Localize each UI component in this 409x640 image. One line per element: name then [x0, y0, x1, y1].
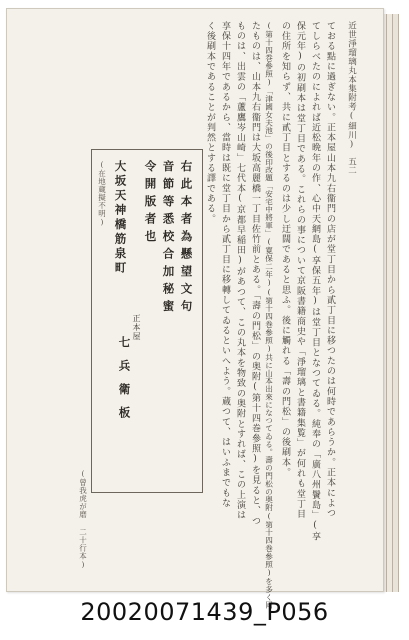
- colophon-box: [91, 149, 203, 493]
- location-note: (在地蔵擬不明): [97, 160, 107, 227]
- publisher-role: 正本屋: [132, 314, 141, 341]
- body-text-line: 享保十四年であるから、當時は既に堂丁目から貳丁目に移轉してゐるといへよう。蔵つて、はいふまでもな: [220, 21, 230, 509]
- page-stack-edge: [392, 14, 399, 592]
- publisher-name: 七兵衛板: [117, 336, 132, 430]
- page-number: 五二: [346, 157, 357, 174]
- document-page: [6, 8, 384, 609]
- body-text-line: く後刷本であることが判然とする譯である。: [205, 21, 215, 224]
- colophon-line: 令開版者也: [143, 160, 158, 248]
- colophon-line: 右此本者為懸望文句: [179, 160, 194, 318]
- publisher-location: 大坂天神橋筋泉町: [113, 160, 128, 276]
- body-text-line: てしらべたのによれば近松晩年の作、心中天網島(享保五年)は堂丁目となつてゐる。純奉の「廣八州鬢島」(享: [310, 21, 320, 542]
- body-text-line: たものは、山本九右衞門は大坂高麗橋一丁目佐竹前とある。「壽の門松」の奥附(第十四巻參照)を見ると、つ: [250, 21, 260, 526]
- colophon-line: 音節等悉校合加秘蜜: [161, 160, 176, 318]
- body-text-line: ておる點に過ぎない。正本屋山本九右衞門の店が堂丁目から貳丁目に移つたのは何時であらうか。正本によつ: [325, 21, 335, 519]
- body-text-line: の住所を知らず、共に貳丁目とするのは少し迂闊であると思ふ。後に觸れる「壽の門松」の後刷本。: [280, 21, 290, 478]
- body-text-line: 保元年)の初刷本は堂丁目である。これらの事について京阪書籍商史や「淨瑠璃と書籍集覧」が何れも堂丁目: [295, 21, 305, 520]
- image-id-caption: 20020071439_P056: [80, 598, 329, 626]
- body-text-line: (第十四巻參照)「津國女夫池」の後印改題「安宅中將軍」(寛保二年)(第十四巻參照)共に山本出來になつてゐる。壽の門松の奥附(第十四巻參照)を多く同: [264, 21, 274, 609]
- footnote: (曾我虎が磨 二十行本): [78, 469, 88, 570]
- running-header: 近世淨瑠璃丸本集附考(細川): [346, 21, 357, 150]
- body-text-line: ものは、出雲の「蘆鷹岑山崎」七代本(京都早稲田)があつて、この丸本を物致の奥附とすれば、この上演は: [235, 21, 245, 521]
- page-stack-edge: [386, 14, 393, 592]
